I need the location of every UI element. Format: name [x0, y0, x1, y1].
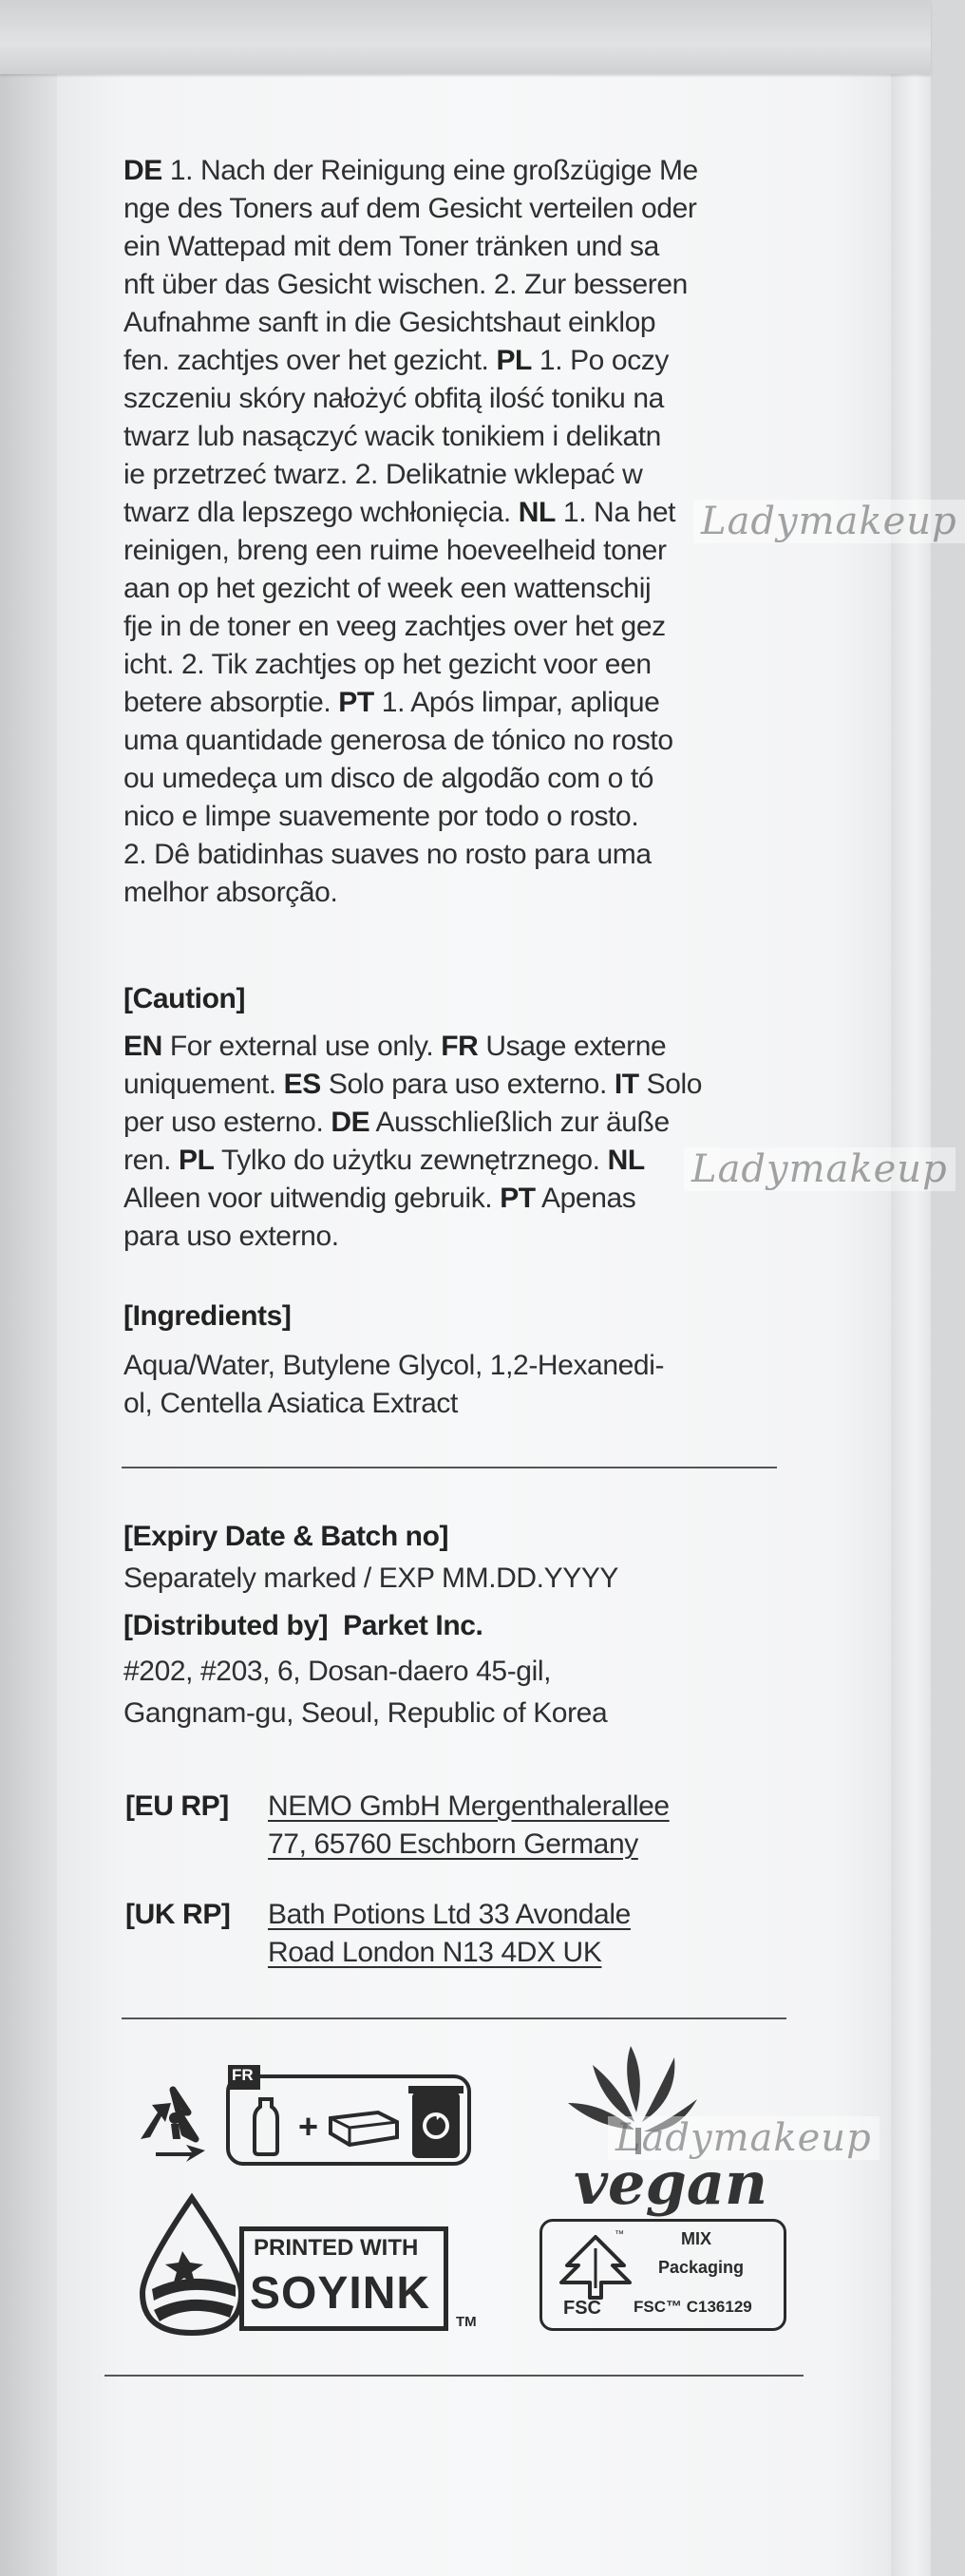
usage-line: 2. Dê batidinhas suaves no rosto para uma	[123, 839, 652, 870]
watermark: Ladymakeup	[684, 1147, 956, 1191]
usage-line: uma quantidade generosa de tónico no rosto	[123, 725, 673, 756]
caution-text: Ausschließlich zur äuße	[375, 1107, 670, 1138]
box-left-edge	[0, 0, 59, 2576]
ingredients-section	[123, 1297, 788, 1423]
lang-tag-pl: PL	[496, 345, 532, 376]
box-top-flap	[0, 0, 931, 74]
fsc-packaging: Packaging	[658, 2258, 745, 2277]
caution-text: Usage externe	[485, 1031, 667, 1062]
expiry-section	[123, 1518, 788, 1733]
uk-rp-address: Bath Potions Ltd 33 Avondale	[268, 1899, 631, 1930]
eu-rp-address: NEMO GmbH Mergenthalerallee	[268, 1790, 670, 1822]
eu-rp-address: 77, 65760 Eschborn Germany	[268, 1828, 638, 1860]
usage-line: melhor absorção.	[123, 877, 338, 908]
expiry-text: Separately marked / EXP MM.DD.YYYY	[123, 1563, 619, 1594]
usage-line: fen. zachtjes over het gezicht.	[123, 345, 489, 376]
lang-tag-nl: NL	[607, 1145, 645, 1176]
usage-line: icht. 2. Tik zachtjes op het gezicht voor een	[123, 649, 652, 680]
caution-text: Tylko do użytku zewnętrznego.	[221, 1145, 600, 1176]
caution-section	[123, 980, 788, 1256]
fsc-mix: MIX	[681, 2229, 712, 2248]
sorting-guide-badge	[226, 2063, 473, 2168]
divider	[122, 1467, 777, 1468]
lang-tag-en: EN	[123, 1031, 162, 1062]
usage-line: nft über das Gesicht wischen. 2. Zur besseren	[123, 269, 688, 300]
lang-tag-pl: PL	[179, 1145, 215, 1176]
lang-tag-fr: FR	[441, 1031, 479, 1062]
distributor-address: Gangnam-gu, Seoul, Republic of Korea	[123, 1697, 608, 1729]
divider	[104, 2375, 804, 2377]
lang-tag-it: IT	[614, 1069, 639, 1100]
divider	[122, 2017, 786, 2019]
usage-instructions	[123, 152, 788, 912]
soyink-line2: SOYINK	[250, 2268, 431, 2319]
eu-rp-label: [EU RP]	[125, 1790, 229, 1822]
distributor-address: #202, #203, 6, Dosan-daero 45-gil,	[123, 1656, 552, 1687]
fsc-tree-icon	[556, 2231, 635, 2301]
caution-text: Solo para uso externo.	[328, 1069, 607, 1100]
caution-text: uniquement.	[123, 1069, 276, 1100]
fsc-label: FSC	[563, 2298, 601, 2319]
lang-tag-de: DE	[331, 1107, 370, 1138]
distributor-name: Parket Inc.	[343, 1610, 483, 1641]
ingredients-text: Aqua/Water, Butylene Glycol, 1,2-Hexanedi-	[123, 1350, 665, 1381]
ink-drop-icon	[133, 2194, 251, 2337]
caution-text: Solo	[646, 1069, 703, 1100]
soyink-box	[239, 2226, 448, 2331]
usage-line: aan op het gezicht of week een wattenschij	[123, 573, 652, 604]
usage-line: 1. Na het	[562, 497, 676, 528]
caution-text: ren.	[123, 1145, 172, 1176]
fsc-tm: ™	[615, 2229, 624, 2240]
lang-tag-nl: NL	[518, 497, 556, 528]
usage-line: ou umedeça um disco de algodão com o tó	[123, 763, 654, 794]
lang-tag-es: ES	[283, 1069, 321, 1100]
usage-line: twarz dla lepszego wchłonięcia.	[123, 497, 511, 528]
caution-text: per uso esterno.	[123, 1107, 324, 1138]
usage-line: ie przetrzeć twarz. 2. Delikatnie wklepać w	[123, 459, 643, 490]
usage-line: ein Wattepad mit dem Toner tränken und sa	[123, 231, 659, 262]
usage-line: nge des Toners auf dem Gesicht verteilen oder	[123, 193, 697, 224]
lang-tag-de: DE	[123, 155, 162, 186]
uk-rp-label: [UK RP]	[125, 1899, 231, 1930]
recycle-person-icon	[129, 2084, 217, 2166]
lang-tag-pt: PT	[338, 687, 374, 718]
caution-text: Apenas	[541, 1183, 636, 1214]
soyink-line1: PRINTED WITH	[254, 2235, 419, 2261]
box-right-edge	[891, 0, 931, 2576]
soyink-logo	[133, 2194, 484, 2346]
usage-line: reinigen, breng een ruime hoeveelheid toner	[123, 535, 667, 566]
expiry-heading: [Expiry Date & Batch no]	[123, 1521, 449, 1552]
uk-rp-address: Road London N13 4DX UK	[268, 1937, 602, 1968]
watermark: Ladymakeup	[608, 2116, 880, 2160]
usage-line: betere absorptie.	[123, 687, 331, 718]
watermark: Ladymakeup	[693, 500, 965, 543]
usage-line: 1. Nach der Reinigung eine großzügige Me	[169, 155, 698, 186]
caution-text: For external use only.	[169, 1031, 434, 1062]
usage-line: twarz lub nasączyć wacik tonikiem i delikatn	[123, 421, 661, 452]
distributor-heading: [Distributed by]	[123, 1610, 329, 1641]
usage-line: szczeniu skóry nałożyć obfitą ilość toniku na	[123, 383, 664, 414]
caution-text: para uso externo.	[123, 1221, 339, 1252]
fr-badge: FR	[232, 2066, 254, 2084]
usage-line: Aufnahme sanft in die Gesichtshaut einklop	[123, 307, 656, 338]
caution-text: Alleen voor uitwendig gebruik.	[123, 1183, 493, 1214]
caution-heading: [Caution]	[123, 983, 246, 1014]
fsc-logo	[539, 2219, 786, 2331]
fsc-code: FSC™ C136129	[634, 2298, 752, 2316]
ingredients-heading: [Ingredients]	[123, 1300, 292, 1332]
plus-sign: +	[298, 2107, 319, 2146]
usage-line: fje in de toner en veeg zachtjes over het gez	[123, 611, 666, 642]
lang-tag-pt: PT	[500, 1183, 536, 1214]
usage-line: 1. Após limpar, aplique	[381, 687, 660, 718]
usage-line: nico e limpe suavemente por todo o rosto.	[123, 801, 639, 832]
vegan-wordmark: vegan	[574, 2149, 768, 2218]
soyink-tm: TM	[456, 2314, 477, 2330]
usage-line: 1. Po oczy	[539, 345, 669, 376]
ingredients-text: ol, Centella Asiatica Extract	[123, 1388, 458, 1419]
